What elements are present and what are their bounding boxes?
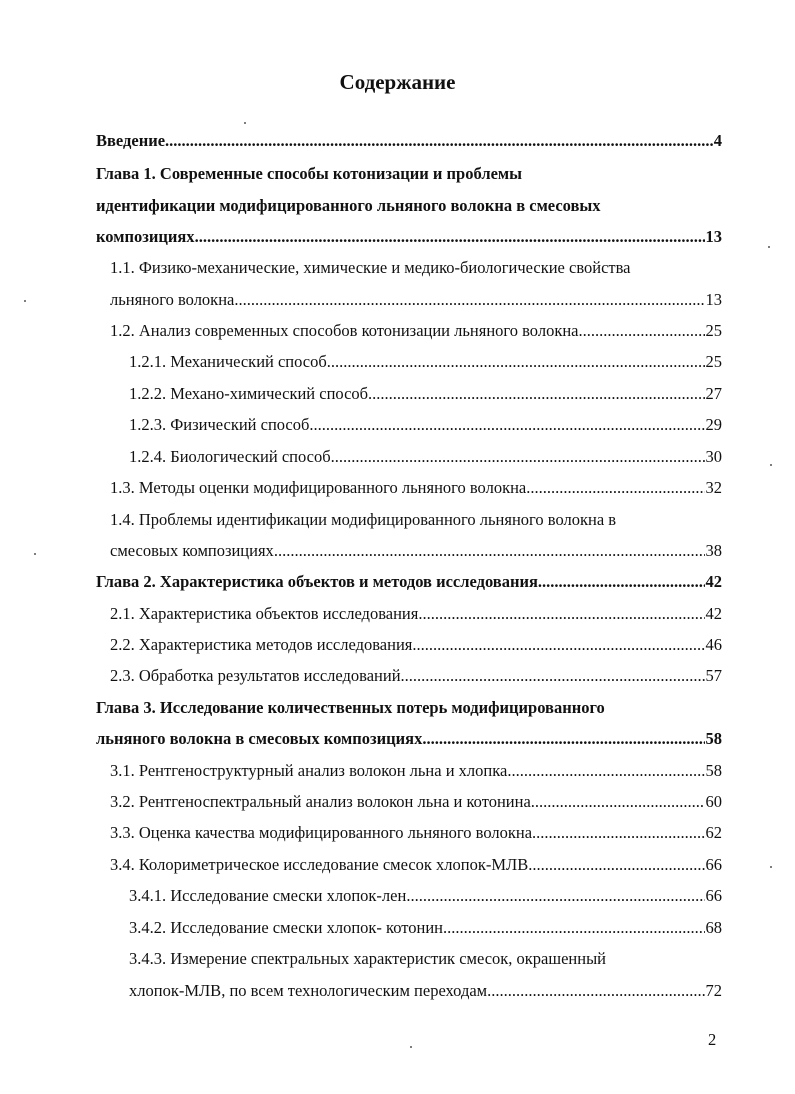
toc-entry-text: Глава 1. Современные способы котонизации и проблемы	[96, 164, 523, 183]
dot-leader	[418, 604, 704, 624]
toc-entry-3-2[interactable]	[110, 792, 722, 814]
toc-entry-text: 3.3. Оценка качества модифицированного льняного волокна	[110, 823, 533, 842]
toc-entry-text: 2.1. Характеристика объектов исследования	[110, 604, 419, 623]
toc-page-number: 57	[705, 666, 722, 685]
toc-entry-text: льняного волокна в смесовых композициях	[96, 729, 423, 748]
toc-entry-3-4-2[interactable]	[129, 918, 722, 940]
toc-entry-text: 1.2.2. Механо-химический способ	[129, 384, 369, 403]
toc-entry-chapter-1-line-1[interactable]	[96, 164, 522, 186]
toc-entry-text: 3.2. Рентгеноспектральный анализ волокон льна и котонина	[110, 792, 531, 811]
scan-speck	[770, 866, 772, 868]
toc-entry-text: Введение	[96, 131, 166, 150]
toc-entry-text: 1.2.4. Биологический способ	[129, 447, 331, 466]
toc-entry-text: 3.4.1. Исследование смески хлопок-лен	[129, 886, 407, 905]
dot-leader	[487, 981, 704, 1001]
toc-entry-text: 1.4. Проблемы идентификации модифицированного льняного волокна в	[110, 510, 617, 529]
toc-page-number: 29	[705, 415, 722, 434]
toc-page-number: 13	[705, 290, 722, 309]
dot-leader	[579, 321, 705, 341]
toc-page-number: 13	[705, 227, 722, 246]
dot-leader	[528, 855, 704, 875]
dot-leader	[526, 478, 704, 498]
toc-entry-1-1-line-2[interactable]	[110, 290, 722, 312]
toc-entry-1-2-3[interactable]	[129, 415, 722, 437]
toc-page-number: 30	[705, 447, 722, 466]
toc-entry-1-4-line-1[interactable]	[110, 510, 616, 532]
toc-entry-text: идентификации модифицированного льняного волокна в смесовых	[96, 196, 601, 215]
toc-entry-3-4-3-line-1[interactable]	[129, 949, 606, 971]
toc-entry-text: Глава 2. Характеристика объектов и методов исследования	[96, 572, 538, 591]
toc-page-number: 68	[705, 918, 722, 937]
toc-entry-text: 1.1. Физико-механические, химические и медико-биологические свойства	[110, 258, 631, 277]
toc-entry-2-2[interactable]	[110, 635, 722, 657]
dot-leader	[331, 447, 705, 467]
toc-entry-text: композициях	[96, 227, 195, 246]
scan-speck	[34, 553, 36, 555]
page-number: 2	[708, 1030, 717, 1049]
toc-entry-1-1-line-1[interactable]	[110, 258, 631, 280]
toc-entry-text: 2.3. Обработка результатов исследований	[110, 666, 401, 685]
toc-entry-1-2[interactable]	[110, 321, 722, 343]
dot-leader	[165, 131, 713, 151]
dot-leader	[327, 352, 705, 372]
toc-entry-chapter-1-line-3[interactable]	[96, 227, 722, 249]
toc-entry-text: Глава 3. Исследование количественных потерь модифицированного	[96, 698, 605, 717]
toc-entry-text: 3.4.3. Измерение спектральных характеристик смесок, окрашенный	[129, 949, 606, 968]
toc-entry-text: 3.4. Колориметрическое исследование смесок хлопок-МЛВ	[110, 855, 529, 874]
toc-page-number: 25	[705, 352, 722, 371]
scan-speck	[244, 122, 246, 124]
toc-entry-3-4-3-line-2[interactable]	[129, 981, 722, 1003]
toc-page-number: 58	[705, 761, 722, 780]
toc-entry-2-1[interactable]	[110, 604, 722, 626]
toc-page-number: 62	[705, 823, 722, 842]
toc-page-number: 32	[705, 478, 722, 497]
toc-entry-text: 1.3. Методы оценки модифицированного льняного волокна	[110, 478, 527, 497]
toc-entry-chapter-2[interactable]	[96, 572, 722, 594]
dot-leader	[422, 729, 704, 749]
toc-entry-text: 2.2. Характеристика методов исследования	[110, 635, 413, 654]
toc-entry-1-4-line-2[interactable]	[110, 541, 722, 563]
toc-page-number: 4	[713, 131, 722, 150]
dot-leader	[401, 666, 705, 686]
toc-entry-text: хлопок-МЛВ, по всем технологическим переходам	[129, 981, 488, 1000]
toc-entry-text: 3.1. Рентгеноструктурный анализ волокон льна и хлопка	[110, 761, 508, 780]
dot-leader	[406, 886, 704, 906]
toc-entry-chapter-3-line-2[interactable]	[96, 729, 722, 751]
toc-entry-1-3[interactable]	[110, 478, 722, 500]
toc-page-number: 72	[705, 981, 722, 1000]
toc-entry-text: 1.2.3. Физический способ	[129, 415, 310, 434]
dot-leader	[368, 384, 704, 404]
dot-leader	[274, 541, 705, 561]
toc-page-number: 66	[705, 886, 722, 905]
toc-entry-text: 3.4.2. Исследование смески хлопок- котонин	[129, 918, 443, 937]
toc-entry-text: смесовых композициях	[110, 541, 274, 560]
toc-page-number: 66	[705, 855, 722, 874]
dot-leader	[532, 823, 704, 843]
toc-entry-chapter-1-line-2[interactable]	[96, 196, 601, 218]
dot-leader	[309, 415, 704, 435]
toc-entry-3-1[interactable]	[110, 761, 722, 783]
scan-speck	[24, 300, 26, 302]
toc-page-number: 25	[705, 321, 722, 340]
toc-entry-text: льняного волокна	[110, 290, 235, 309]
scan-speck	[768, 246, 770, 248]
toc-page-number: 27	[705, 384, 722, 403]
dot-leader	[531, 792, 705, 812]
toc-entry-1-2-2[interactable]	[129, 384, 722, 406]
scan-speck	[770, 464, 772, 466]
page-title: Содержание	[339, 70, 456, 94]
toc-entry-1-2-1[interactable]	[129, 352, 722, 374]
dot-leader	[195, 227, 705, 247]
scan-speck	[410, 1046, 412, 1048]
toc-entry-introduction[interactable]	[96, 131, 722, 153]
toc-entry-3-4-1[interactable]	[129, 886, 722, 908]
toc-page-number: 58	[705, 729, 722, 748]
toc-page-number: 46	[705, 635, 722, 654]
dot-leader	[507, 761, 704, 781]
dot-leader	[443, 918, 705, 938]
toc-entry-text: 1.2.1. Механический способ	[129, 352, 327, 371]
toc-page-number: 42	[705, 572, 722, 591]
toc-page-number: 38	[705, 541, 722, 560]
toc-entry-3-4[interactable]	[110, 855, 722, 877]
toc-entry-1-2-4[interactable]	[129, 447, 722, 469]
toc-page-number: 42	[705, 604, 722, 623]
toc-entry-chapter-3-line-1[interactable]	[96, 698, 605, 720]
toc-entry-3-3[interactable]	[110, 823, 722, 845]
toc-entry-2-3[interactable]	[110, 666, 722, 688]
dot-leader	[538, 572, 705, 592]
toc-page-number: 60	[705, 792, 722, 811]
toc-entry-text: 1.2. Анализ современных способов котонизации льняного волокна	[110, 321, 579, 340]
dot-leader	[234, 290, 704, 310]
dot-leader	[412, 635, 704, 655]
